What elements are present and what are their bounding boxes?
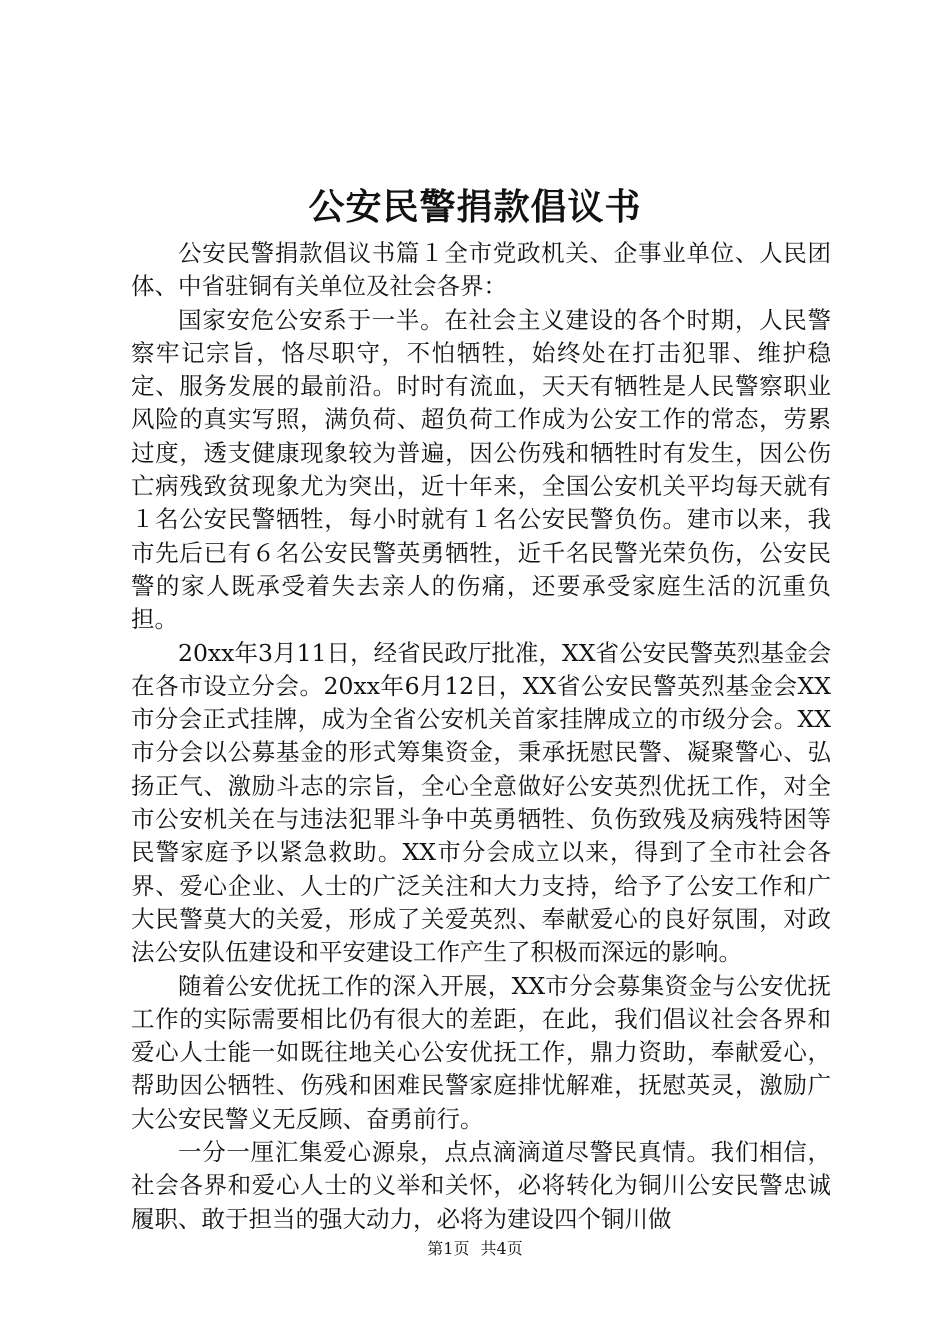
paragraph: 国家安危公安系于一半。在社会主义建设的各个时期，人民警察牢记宗旨，恪尽职守，不怕牺牲，始终处在打击犯罪、维护稳定、服务发展的最前沿。时时有流血，天天有牺牲是人民警察职业风险的真实写照，满负荷、超负荷工作成为公安工作的常态，劳累过度，透支健康现象较为普遍，因公伤残和牺牲时有发生，因公伤亡病残致贫现象尤为突出，近十年来，全国公安机关平均每天就有１名公安民警牺牲，每小时就有１名公安民警负伤。建市以来，我市先后已有６名公安民警英勇牺牲，近千名民警光荣负伤，公安民警的家人既承受着失去亲人的伤痛，还要承受家庭生活的沉重负担。	[131, 305, 831, 634]
paragraph: 随着公安优抚工作的深入开展，XX市分会募集资金与公安优抚工作的实际需要相比仍有很大的差距，在此，我们倡议社会各界和爱心人士能一如既往地关心公安优抚工作，鼎力资助，奉献爱心，帮助因公牺牲、伤残和困难民警家庭排忧解难，抚慰英灵，激励广大公安民警义无反顾、奋勇前行。	[131, 971, 831, 1133]
paragraph: 一分一厘汇集爱心源泉，点点滴滴道尽警民真情。我们相信，社会各界和爱心人士的义举和关怀，必将转化为铜川公安民警忠诚履职、敢于担当的强大动力，必将为建设四个铜川做	[131, 1138, 831, 1233]
document-title: 公安民警捐款倡议书	[308, 186, 642, 228]
paragraph: 20xx年3月11日，经省民政厅批准，XX省公安民警英烈基金会在各市设立分会。20xx年6月12日，XX省公安民警英烈基金会XX市分会正式挂牌，成为全省公安机关首家挂牌成立的市级分会。XX市分会以公募基金的形式筹集资金，秉承抚慰民警、凝聚警心、弘扬正气、激励斗志的宗旨，全心全意做好公安英烈优抚工作，对全市公安机关在与违法犯罪斗争中英勇牺牲、负伤致残及病残特困等民警家庭予以紧急救助。XX市分会成立以来，得到了全市社会各界、爱心企业、人士的广泛关注和大力支持，给予了公安工作和广大民警莫大的关爱，形成了关爱英烈、奉献爱心的良好氛围，对政法公安队伍建设和平安建设工作产生了积极而深远的影响。	[131, 638, 831, 967]
paragraph: 公安民警捐款倡议书篇１全市党政机关、企事业单位、人民团体、中省驻铜有关单位及社会各界：	[131, 239, 831, 301]
page-footer: 第1页 共4页	[427, 1239, 523, 1258]
document-body	[131, 237, 831, 1236]
